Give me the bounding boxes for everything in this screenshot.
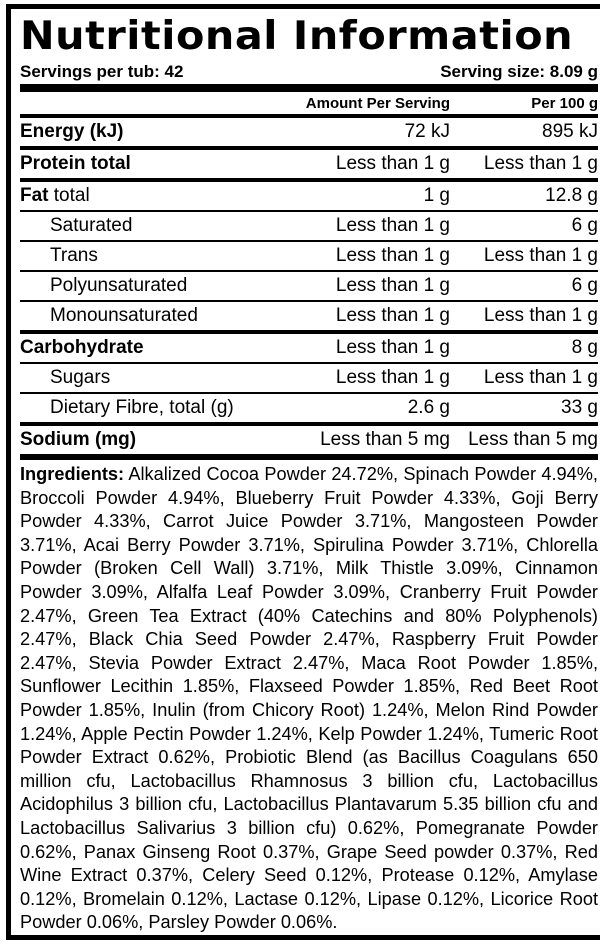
amount-per-serving: 72 kJ bbox=[260, 116, 450, 148]
table-row bbox=[20, 180, 598, 211]
amount-per-serving: Less than 1 g bbox=[260, 363, 450, 393]
amount-per-serving: Less than 1 g bbox=[260, 211, 450, 241]
amount-per-serving: Less than 1 g bbox=[260, 301, 450, 332]
servings-per-tub-value: 42 bbox=[164, 62, 184, 81]
amount-per-serving: 1 g bbox=[260, 180, 450, 211]
nutrient-name-bold: Energy (kJ) bbox=[20, 121, 124, 142]
amount-per-100g: 895 kJ bbox=[450, 116, 598, 148]
nutrient-name bbox=[20, 363, 260, 393]
nutrient-name bbox=[20, 116, 260, 148]
nutrient-name-text: Monounsaturated bbox=[50, 305, 198, 326]
table-row bbox=[20, 241, 598, 271]
table-row bbox=[20, 148, 598, 180]
amount-per-100g: Less than 1 g bbox=[450, 148, 598, 180]
nutrient-name bbox=[20, 424, 260, 457]
panel-title: Nutritional Information bbox=[20, 14, 574, 59]
servings-per-tub bbox=[20, 62, 183, 82]
nutrient-name-text: total bbox=[48, 185, 90, 206]
table-row bbox=[20, 301, 598, 332]
table-header-row bbox=[20, 92, 598, 116]
nutrient-name-text: Saturated bbox=[50, 215, 133, 236]
amount-per-100g: Less than 1 g bbox=[450, 363, 598, 393]
table-row bbox=[20, 211, 598, 241]
serving-size bbox=[440, 62, 598, 82]
table-row bbox=[20, 393, 598, 424]
nutrient-name bbox=[20, 241, 260, 271]
nutrient-name bbox=[20, 271, 260, 301]
nutrient-name bbox=[20, 180, 260, 211]
divider-heavy bbox=[20, 84, 598, 92]
table-row bbox=[20, 116, 598, 148]
amount-per-serving: Less than 1 g bbox=[260, 271, 450, 301]
servings-line bbox=[20, 62, 598, 82]
ingredients-text: Alkalized Cocoa Powder 24.72%, Spinach Powder 4.94%, Broccoli Powder 4.94%, Blueberry Fruit Powder 4.33%, Goji Berry Powder 4.33%, Carrot Juice Powder 3.71%, Mangosteen Powder 3.71%, Acai Berry Powder 3.71%, Spirulina Powder 3.71%, Chlorella Powder (Broken Cell Wall) 3.71%, Milk Thistle 3.09%, Cinnamon Powder 3.09%, Alfalfa Leaf Powder 3.09%, Cranberry Fruit Powder 2.47%, Green Tea Extract (40% Catechins and 80% Polyphenols) 2.47%, Black Chia Seed Powder 2.47%, Raspberry Fruit Powder 2.47%, Stevia Powder Extract 2.47%, Maca Root Powder 1.85%, Sunflower Lecithin 1.85%, Flaxseed Powder 1.85%, Red Beet Root Powder 1.85%, Inulin (from Chicory Root) 1.24%, Melon Rind Powder 1.24%, Apple Pectin Powder 1.24%, Kelp Powder 1.24%, Tumeric Root Powder Extract 0.62%, Probiotic Blend (as Bacillus Coagulans 650 million cfu, Lactobacillus Rhamnosus 3 billion cfu, Lactobacillus Acidophilus 3 billion cfu, Lactobacillus Plantavarum 5.35 billion cfu and Lactobacillus Salivarius 3 billion cfu) 0.62%, Pomegranate Powder 0.62%, Panax Ginseng Root 0.37%, Grape Seed powder 0.37%, Red Wine Extract 0.37%, Celery Seed 0.12%, Protease 0.12%, Amylase 0.12%, Bromelain 0.12%, Lactase 0.12%, Lipase 0.12%, Licorice Root Powder 0.06%, Parsley Powder 0.06%. bbox=[20, 464, 598, 933]
amount-per-100g: Less than 5 mg bbox=[450, 424, 598, 457]
amount-per-100g: 12.8 g bbox=[450, 180, 598, 211]
nutrient-name-text: Trans bbox=[50, 245, 98, 266]
header-per-serving: Amount Per Serving bbox=[305, 94, 450, 112]
table-row bbox=[20, 424, 598, 457]
amount-per-serving: Less than 1 g bbox=[260, 241, 450, 271]
nutrient-name-text: Polyunsaturated bbox=[50, 275, 188, 296]
amount-per-serving: Less than 1 g bbox=[260, 332, 450, 363]
nutrition-panel bbox=[6, 4, 600, 940]
nutrient-name-bold: Carbohydrate bbox=[20, 337, 144, 358]
amount-per-100g: 6 g bbox=[450, 211, 598, 241]
servings-per-tub-label: Servings per tub: bbox=[20, 62, 160, 81]
table-row bbox=[20, 363, 598, 393]
amount-per-100g: 8 g bbox=[450, 332, 598, 363]
serving-size-label: Serving size: bbox=[440, 62, 546, 81]
amount-per-serving: 2.6 g bbox=[260, 393, 450, 424]
header-blank bbox=[20, 92, 260, 116]
table-row bbox=[20, 271, 598, 301]
amount-per-100g: Less than 1 g bbox=[450, 241, 598, 271]
ingredients-paragraph bbox=[20, 463, 598, 935]
nutrient-name bbox=[20, 393, 260, 424]
nutrient-name-text: Dietary Fibre, total (g) bbox=[50, 397, 234, 418]
amount-per-serving: Less than 1 g bbox=[260, 148, 450, 180]
nutrient-name bbox=[20, 332, 260, 363]
nutrient-name bbox=[20, 301, 260, 332]
nutrient-name-bold: Sodium (mg) bbox=[20, 429, 137, 450]
nutrient-name-bold: Fat bbox=[20, 185, 49, 206]
nutrient-name bbox=[20, 148, 260, 180]
amount-per-100g: Less than 1 g bbox=[450, 301, 598, 332]
nutrient-name-bold: Protein total bbox=[20, 153, 131, 174]
serving-size-value: 8.09 g bbox=[549, 62, 598, 81]
amount-per-100g: 6 g bbox=[450, 271, 598, 301]
amount-per-serving: Less than 5 mg bbox=[260, 424, 450, 457]
amount-per-100g: 33 g bbox=[450, 393, 598, 424]
ingredients-label: Ingredients: bbox=[20, 464, 125, 484]
nutrient-name-text: Sugars bbox=[50, 367, 111, 388]
nutrition-table bbox=[20, 92, 598, 460]
header-per-100g: Per 100 g bbox=[531, 94, 598, 112]
nutrient-name bbox=[20, 211, 260, 241]
table-row bbox=[20, 332, 598, 363]
